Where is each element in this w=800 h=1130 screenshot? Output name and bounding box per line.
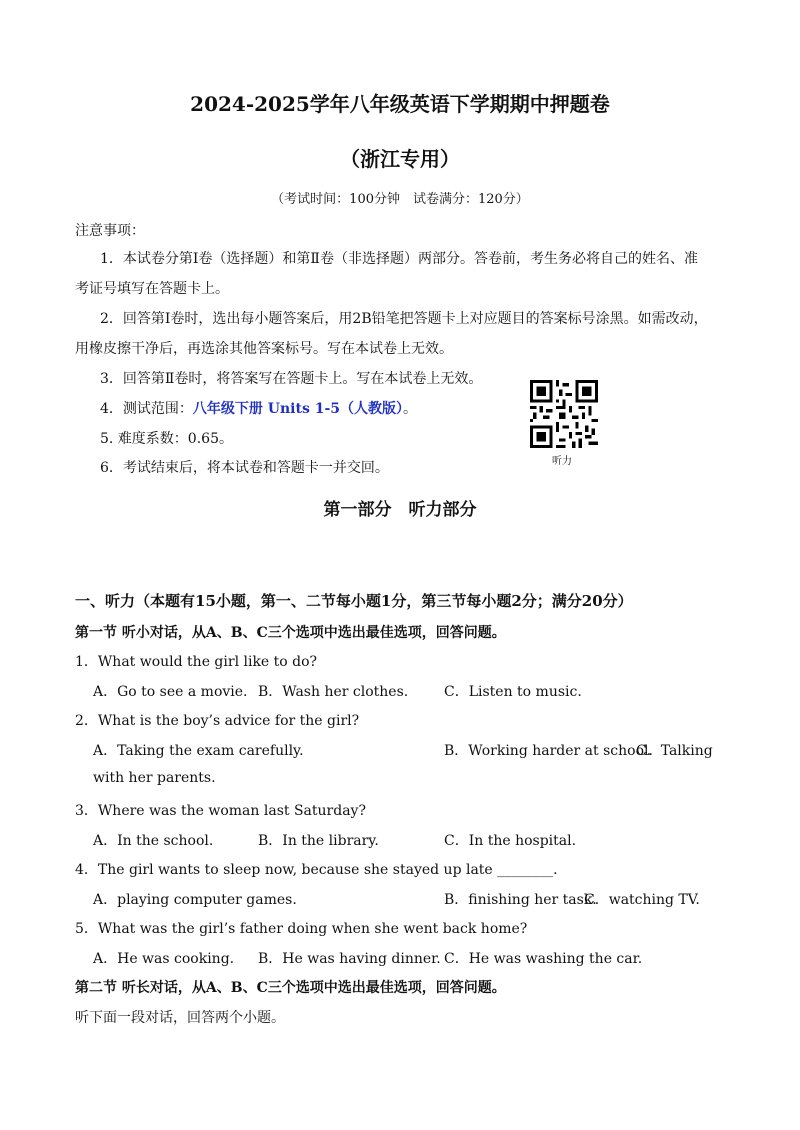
q2-option-b: B．Working harder at school. xyxy=(444,743,653,759)
part-title: 第一部分 听力部分 xyxy=(323,500,477,520)
question-2: 2．What is the boy’s advice for the girl? xyxy=(75,713,360,729)
note-item-4-suffix: 。 xyxy=(403,401,418,417)
note-item-5: 5. 难度系数：0.65。 xyxy=(100,431,233,447)
q1-option-a: A．Go to see a movie. xyxy=(93,684,248,700)
question-1: 1．What would the girl like to do? xyxy=(75,654,318,670)
qr-code-icon xyxy=(530,380,598,448)
question-4: 4．The girl wants to sleep now, because she stayed up late ________. xyxy=(75,862,558,878)
note-item-1: 1．本试卷分第Ⅰ卷（选择题）和第Ⅱ卷（非选择题）两部分。答卷前，考生务必将自己的姓名、准 xyxy=(100,251,698,267)
note-item-1-cont: 考证号填写在答题卡上。 xyxy=(75,281,229,297)
page-subtitle: （浙江专用） xyxy=(340,147,460,171)
test-range: 八年级下册 Units 1-5（人教版） xyxy=(192,401,404,417)
question-5: 5．What was the girl’s father doing when she went back home? xyxy=(75,921,528,937)
q5-option-b: B．He was having dinner. xyxy=(258,951,441,967)
note-item-6: 6．考试结束后，将本试卷和答题卡一并交回。 xyxy=(100,460,389,476)
question-3: 3．Where was the woman last Saturday? xyxy=(75,803,366,819)
page-title: 2024-2025学年八年级英语下学期期中押题卷 xyxy=(190,92,610,116)
q3-option-a: A．In the school. xyxy=(93,833,214,849)
q2-option-a: A．Taking the exam carefully. xyxy=(93,743,304,759)
q3-option-b: B．In the library. xyxy=(258,833,379,849)
exam-info: （考试时间：100分钟 试卷满分：120分） xyxy=(271,192,529,207)
notes-heading: 注意事项： xyxy=(75,223,145,239)
note-item-2: 2．回答第Ⅰ卷时，选出每小题答案后，用2B铅笔把答题卡上对应题目的答案标号涂黑。如需改动， xyxy=(100,311,708,327)
subsection-2-note: 听下面一段对话，回答两个小题。 xyxy=(75,1010,285,1026)
subsection-2-heading: 第二节 听长对话，从A、B、C三个选项中选出最佳选项，回答问题。 xyxy=(75,980,506,996)
q4-option-a: A．playing computer games. xyxy=(93,892,297,908)
note-item-4-prefix: 4．测试范围： xyxy=(100,401,193,417)
q5-option-c: C．He was washing the car. xyxy=(444,951,643,967)
q1-option-c: C．Listen to music. xyxy=(444,684,582,700)
note-item-3: 3．回答第Ⅱ卷时，将答案写在答题卡上。写在本试卷上无效。 xyxy=(100,371,483,387)
subsection-1-heading: 第一节 听小对话，从A、B、C三个选项中选出最佳选项，回答问题。 xyxy=(75,625,506,641)
section-heading: 一、听力（本题有15小题，第一、二节每小题1分，第三节每小题2分；满分20分） xyxy=(75,592,633,610)
q5-option-a: A．He was cooking. xyxy=(93,951,235,967)
q3-option-c: C．In the hospital. xyxy=(444,833,577,849)
q2-option-c-cont: with her parents. xyxy=(93,770,216,786)
q4-option-b: B．finishing her task. xyxy=(444,892,597,908)
q2-option-c: C．Talking xyxy=(636,743,713,759)
q1-option-b: B．Wash her clothes. xyxy=(258,684,409,700)
note-item-4 xyxy=(100,398,417,418)
qr-caption: 听力 xyxy=(552,456,572,467)
note-item-2-cont: 用橡皮擦干净后，再选涂其他答案标号。写在本试卷上无效。 xyxy=(75,341,453,357)
q4-option-c: C．watching TV. xyxy=(584,892,700,908)
